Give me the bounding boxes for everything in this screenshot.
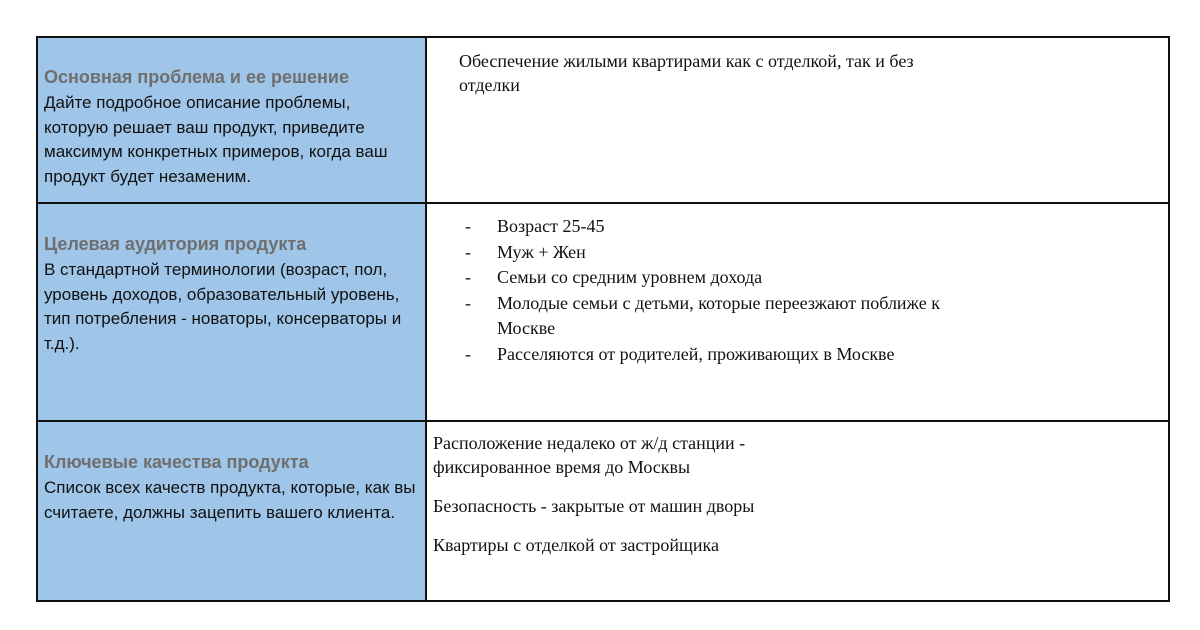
label-title-problem: Основная проблема и ее решение bbox=[44, 67, 349, 87]
label-title-audience: Целевая аудитория продукта bbox=[44, 234, 307, 254]
quality-item: Безопасность - закрытые от машин дворы bbox=[433, 496, 755, 516]
list-item bbox=[465, 265, 945, 291]
dash-bullet: - bbox=[465, 343, 471, 364]
list-item-text: Муж + Жен bbox=[497, 241, 586, 262]
quality-item: Расположение недалеко от ж/д станции - фиксированное время до Москвы bbox=[433, 433, 746, 477]
table-row-qualities bbox=[37, 421, 1169, 601]
list-item-text: Расселяются от родителей, проживающих в Москве bbox=[497, 343, 895, 364]
product-info-table bbox=[36, 36, 1170, 602]
table-row-audience bbox=[37, 203, 1169, 421]
list-item bbox=[465, 240, 945, 266]
list-item bbox=[465, 291, 945, 342]
label-description-qualities: Список всех качеств продукта, которые, как вы считаете, должны зацепить вашего клиента. bbox=[44, 478, 416, 522]
dash-bullet: - bbox=[465, 216, 471, 236]
label-cell-qualities bbox=[37, 421, 426, 601]
list-item-text: Молодые семьи с детьми, которые переезжают поближе к Москве bbox=[497, 292, 940, 338]
list-item bbox=[465, 214, 945, 240]
label-description-audience: В стандартной терминологии (возраст, пол, уровень доходов, образовательный уровень, тип потребления - новаторы, консерваторы и т.д.). bbox=[44, 260, 402, 353]
problem-answer: Обеспечение жилыми квартирами как с отделкой, так и без отделки bbox=[459, 51, 914, 95]
value-cell-qualities bbox=[426, 421, 1169, 601]
list-item bbox=[465, 342, 945, 368]
quality-item: Квартиры с отделкой от застройщика bbox=[433, 535, 719, 555]
list-item-text: Семьи со средним уровнем дохода bbox=[497, 267, 763, 287]
label-cell-problem bbox=[37, 37, 426, 203]
list-item-text: Возраст 25-45 bbox=[497, 216, 605, 236]
table-row-problem bbox=[37, 37, 1169, 203]
value-cell-problem bbox=[426, 37, 1169, 203]
dash-bullet: - bbox=[465, 241, 471, 262]
dash-bullet: - bbox=[465, 292, 471, 313]
audience-list bbox=[465, 214, 945, 367]
label-description-problem: Дайте подробное описание проблемы, которую решает ваш продукт, приведите максимум конкретных примеров, когда ваш продукт будет незаменим. bbox=[44, 93, 388, 186]
dash-bullet: - bbox=[465, 267, 471, 287]
label-cell-audience bbox=[37, 203, 426, 421]
value-cell-audience bbox=[426, 203, 1169, 421]
label-title-qualities: Ключевые качества продукта bbox=[44, 452, 309, 472]
